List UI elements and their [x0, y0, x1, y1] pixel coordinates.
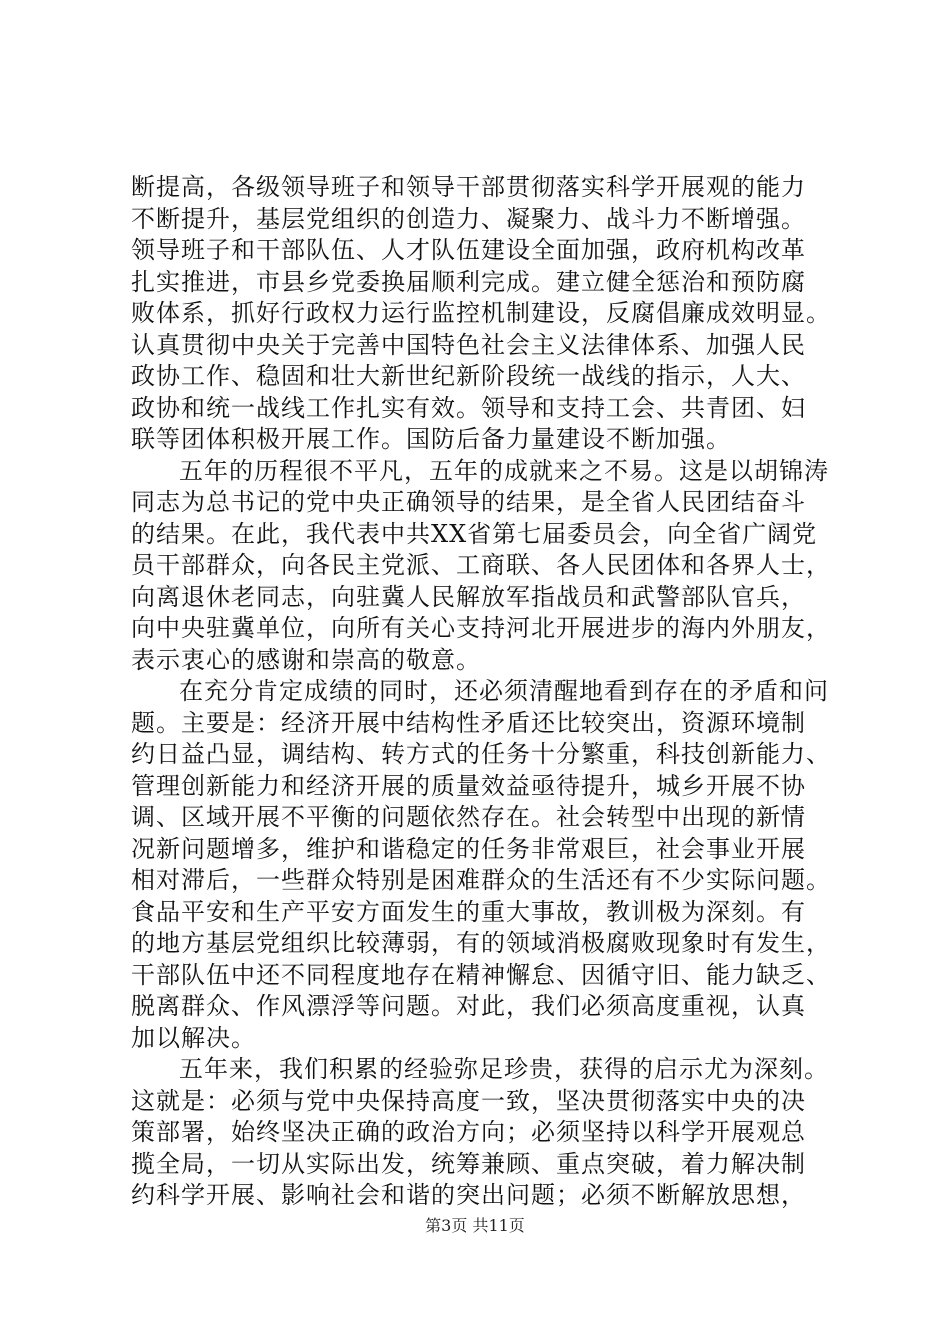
- text-line: 相对滞后，一些群众特别是困难群众的生活还有不少实际问题。: [131, 866, 831, 894]
- text-line: 的结果。在此，我代表中共XX省第七届委员会，向全省广阔党: [131, 519, 818, 548]
- text-line: 领导班子和干部队伍、人才队伍建设全面加强，政府机构改革: [131, 236, 806, 264]
- text-line: 向离退休老同志，向驻冀人民解放军指战员和武警部队官兵，: [131, 582, 806, 611]
- text-line: 题。主要是：经济开展中结构性矛盾还比较突出，资源环境制: [131, 708, 806, 737]
- text-line: 加以解决。: [131, 1023, 256, 1052]
- text-line: 认真贯彻中央关于完善中国特色社会主义法律体系、加强人民: [131, 330, 806, 359]
- text-line: 断提高，各级领导班子和领导干部贯彻落实科学开展观的能力: [131, 173, 806, 201]
- text-line: 联等团体积极开展工作。国防后备力量建设不断加强。: [131, 425, 731, 453]
- text-line: 调、区域开展不平衡的问题依然存在。社会转型中出现的新情: [131, 803, 806, 831]
- text-line: 扎实推进，市县乡党委换届顺利完成。建立健全惩治和预防腐: [131, 267, 806, 296]
- paragraph-start-line: 五年来，我们积累的经验弥足珍贵，获得的启示尤为深刻。: [179, 1055, 829, 1083]
- paragraph-start-line: 五年的历程很不平凡，五年的成就来之不易。这是以胡锦涛: [179, 456, 829, 485]
- text-line: 表示衷心的感谢和崇高的敬意。: [131, 645, 481, 674]
- paragraph-start-line: 在充分肯定成绩的同时，还必须清醒地看到存在的矛盾和问: [179, 677, 829, 705]
- text-line: 揽全局，一切从实际出发，统筹兼顾、重点突破，着力解决制: [131, 1149, 806, 1178]
- page-number-footer: 第3页 共11页: [425, 1216, 525, 1235]
- text-line: 的地方基层党组织比较薄弱，有的领域消极腐败现象时有发生，: [131, 929, 831, 957]
- text-line: 政协和统一战线工作扎实有效。领导和支持工会、共青团、妇: [131, 393, 806, 422]
- text-line: 同志为总书记的党中央正确领导的结果，是全省人民团结奋斗: [131, 488, 806, 516]
- text-line: 员干部群众，向各民主党派、工商联、各人民团体和各界人士，: [131, 551, 831, 579]
- text-line: 向中央驻冀单位，向所有关心支持河北开展进步的海内外朋友，: [131, 614, 831, 642]
- text-line: 食品平安和生产平安方面发生的重大事故，教训极为深刻。有: [131, 897, 806, 926]
- text-line: 政协工作、稳固和壮大新世纪新阶段统一战线的指示，人大、: [131, 362, 806, 390]
- text-line: 败体系，抓好行政权力运行监控机制建设，反腐倡廉成效明显。: [131, 299, 831, 327]
- text-line: 不断提升，基层党组织的创造力、凝聚力、战斗力不断增强。: [131, 204, 806, 233]
- text-line: 况新问题增多，维护和谐稳定的任务非常艰巨，社会事业开展: [131, 834, 806, 863]
- text-line: 脱离群众、作风漂浮等问题。对此，我们必须高度重视，认真: [131, 992, 806, 1020]
- text-line: 约科学开展、影响社会和谐的突出问题；必须不断解放思想，: [131, 1181, 806, 1209]
- text-line: 这就是：必须与党中央保持高度一致，坚决贯彻落实中央的决: [131, 1086, 806, 1115]
- text-line: 干部队伍中还不同程度地存在精神懈怠、因循守旧、能力缺乏、: [131, 960, 831, 989]
- text-line: 策部署，始终坚决正确的政治方向；必须坚持以科学开展观总: [131, 1118, 806, 1146]
- body-text: [131, 172, 851, 1212]
- text-line: 管理创新能力和经济开展的质量效益亟待提升，城乡开展不协: [131, 771, 806, 800]
- text-line: 约日益凸显，调结构、转方式的任务十分繁重，科技创新能力、: [131, 740, 831, 768]
